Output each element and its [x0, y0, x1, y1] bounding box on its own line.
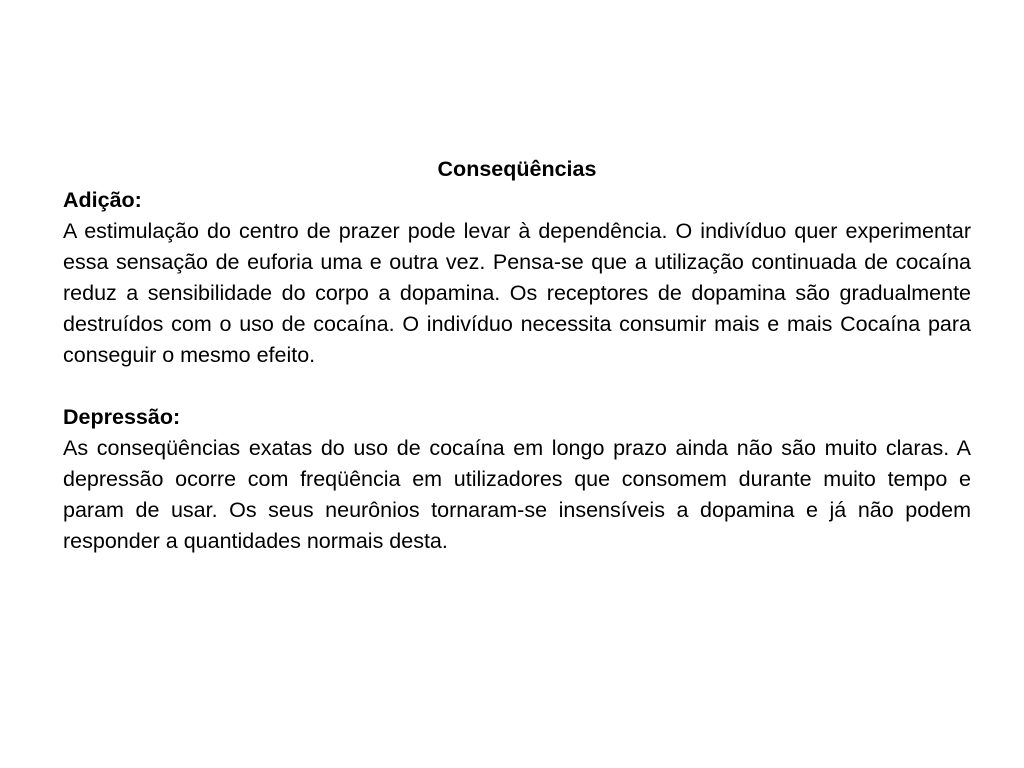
section-body-depression: As conseqüências exatas do uso de cocaína em longo prazo ainda não são muito claras. A depressão ocorre com freqüência em utilizadores que consomem durante muito tempo e param de usar. Os seus neurônios tornaram-se insensíveis a dopamina e já não podem responder a quantidades normais desta.	[63, 436, 971, 553]
section-spacer	[63, 371, 971, 402]
section-body-addiction: A estimulação do centro de prazer pode levar à dependência. O indivíduo quer experimentar essa sensação de euforia uma e outra vez. Pensa-se que a utilização continuada de cocaína reduz a sensibilidade do corpo a dopamina. Os receptores de dopamina são gradualmente destruídos com o uso de cocaína. O indivíduo necessita consumir mais e mais Cocaína para conseguir o mesmo efeito.	[63, 219, 971, 367]
slide-content	[63, 154, 971, 557]
slide-title: Conseqüências	[437, 157, 597, 181]
section-heading-addiction: Adição:	[63, 188, 142, 212]
section-heading-depression: Depressão:	[63, 405, 181, 429]
